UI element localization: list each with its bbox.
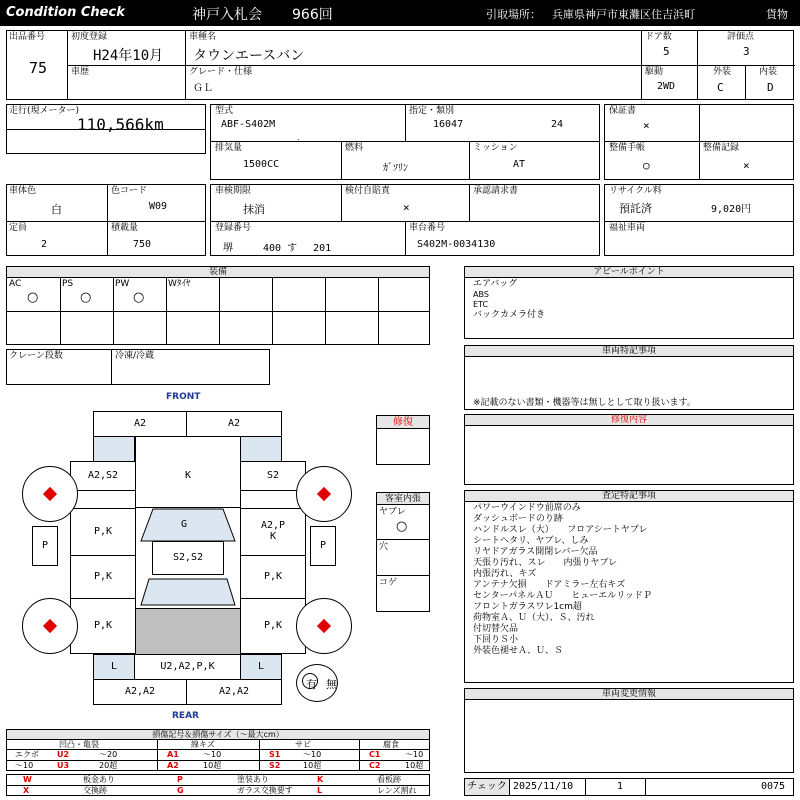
legend-cell: C1 (369, 750, 381, 759)
panel-hood: K (135, 436, 241, 508)
legend-cell: 〜10 (203, 750, 222, 759)
legend-group-scratch: 線キズ (191, 740, 215, 749)
equip-ac-mark: ○ (27, 290, 39, 305)
legend-keys (6, 774, 430, 796)
spare-tire-no: 無 (326, 678, 337, 691)
panel-front-fender-right: S2 (240, 461, 306, 491)
inspection-line: アンテナ欠損 ドアミラー左右キズ (473, 580, 626, 590)
cabin-burn-label: コゲ (379, 578, 398, 588)
special-note: ※記載のない書類・機器等は無しとして取り扱います。 (473, 398, 696, 408)
model-value: ABF-S402M (221, 119, 276, 130)
inspection-line: 内張汚れ、キズ (473, 569, 537, 579)
taillamp-right: L (240, 654, 282, 680)
repair-side-label: 修復 (376, 415, 430, 429)
vehicle-name: タウンエースバン (193, 48, 305, 64)
displacement-label: 排気量 (215, 143, 243, 153)
special-box (464, 356, 794, 410)
check-label: チェック (464, 778, 510, 796)
legend-cell: U3 (57, 761, 70, 770)
panel-quarter-left: P,K (70, 598, 136, 654)
panel-rear-bumper-right: A2,A2 (186, 679, 282, 705)
inspection-line: パワーウインドウ前席のみ (473, 503, 581, 513)
wheel-front-left (22, 466, 78, 522)
headlamp-left (93, 436, 135, 462)
inspection-line: 天張り汚れ、スレ 内張りヤブレ (473, 558, 618, 568)
pickup-location: 兵庫県神戸市東灘区住吉浜町 (552, 8, 695, 21)
header-bar (0, 0, 800, 26)
panel-roof-center: S2,S2 (152, 541, 224, 575)
legend-key: K (317, 775, 324, 784)
rear-label: REAR (172, 711, 199, 721)
check-date: 2025/11/10 (513, 781, 574, 792)
legend-group-rust: サビ (295, 740, 311, 749)
panel-front-bumper-left: A2 (93, 411, 187, 437)
registration-value: 堺 400 す 201 (223, 243, 332, 254)
mileage-value: 110,566km (77, 115, 164, 134)
auction-name: 神戸入札会 (192, 7, 262, 23)
legend-cell: 10超 (203, 761, 222, 770)
tax-value: × (403, 201, 410, 214)
capacity-value: 2 (41, 239, 48, 250)
inspection-line: 外装色褪せＡ、Ｕ、Ｓ (473, 646, 564, 656)
category-code: 16047 (433, 119, 464, 130)
equip-pw-label: PW (115, 279, 130, 289)
legend-cell: 〜10 (405, 750, 424, 759)
legend-title: 損傷記号＆損傷サイズ（〜最大cm） (6, 729, 430, 740)
legend-key: X (23, 786, 30, 795)
load-label: 積載量 (111, 223, 139, 233)
equip-ac-label: AC (9, 279, 22, 289)
maintenance-book-value: ○ (643, 159, 650, 172)
equip-ps-label: PS (62, 279, 74, 289)
legend-cell: A2 (167, 761, 179, 770)
interior-label: 内装 (759, 67, 778, 77)
inspection-line: リヤドアガラス開閉レバー欠品 (473, 547, 598, 557)
score-label: 評価点 (727, 32, 755, 42)
panel-front-door-left: P,K (70, 508, 136, 556)
cabin-tear-label: ヤブレ (379, 507, 406, 517)
panel-rear-door-right: P,K (240, 555, 306, 599)
change-box (464, 699, 794, 773)
claim-label: 承認請求書 (473, 186, 519, 196)
load-value: 750 (133, 239, 152, 250)
first-registration: H24年10月 (93, 48, 164, 64)
vehicle-category: 貨物 (766, 8, 788, 21)
appeal-line-4: バックカメラ付き (473, 310, 546, 320)
recycle-label: リサイクル料 (609, 186, 662, 196)
inspection-line: 付切替欠品 (473, 624, 519, 634)
score-value: 3 (743, 45, 750, 58)
legend-cell: C2 (369, 761, 381, 770)
tax-label: 検付自賠責 (345, 186, 391, 196)
legend-cell: 10超 (405, 761, 424, 770)
panel-front-door-right: A2,P K (240, 508, 306, 556)
taillamp-left: L (93, 654, 135, 680)
spare-tire-yes-ring (302, 673, 318, 689)
lot-number: 75 (29, 59, 48, 77)
pillar-left: P (32, 526, 58, 566)
grade-label: グレード・仕様 (189, 67, 253, 77)
inspection-lines (473, 503, 652, 657)
chassis-label: 車台番号 (409, 223, 446, 233)
appeal-header: アピールポイント (464, 266, 794, 278)
legend-cell: エクボ (15, 750, 39, 759)
first-registration-label: 初度登録 (71, 32, 108, 42)
legend-cell: S1 (269, 750, 281, 759)
panel-front-fender-left: A2,S2 (70, 461, 136, 491)
legend-key: W (23, 775, 32, 784)
legend-key: 交換跡 (83, 786, 107, 795)
panel-quarter-right: P,K (240, 598, 306, 654)
displacement-value: 1500CC (243, 159, 280, 170)
panel-front-bumper-right: A2 (186, 411, 282, 437)
drive-label: 駆動 (645, 67, 664, 77)
check-code: 0075 (761, 781, 786, 792)
legend-key: G (177, 786, 184, 795)
body-color-value: 白 (51, 203, 62, 216)
inspection-line: 下回りＳ小 (473, 635, 519, 645)
crane-box (6, 349, 270, 385)
repair-header: 修復内容 (464, 414, 794, 426)
repair-box (464, 425, 794, 485)
capacity-label: 定員 (9, 223, 28, 233)
maintenance-record-label: 整備記録 (703, 143, 740, 153)
crane-label: クレーン段数 (9, 351, 63, 361)
legend-cell: U2 (57, 750, 70, 759)
warranty-label: 保証書 (609, 106, 637, 116)
legend-cell: S2 (269, 761, 281, 770)
legend-key: 看板跡 (377, 775, 401, 784)
equipment-grid (6, 277, 430, 345)
cabin-box (376, 492, 430, 612)
equip-wtire-label: Wﾀｲﾔ (168, 279, 191, 289)
exterior-grade: C (717, 81, 724, 94)
category-label: 指定・類別 (409, 106, 455, 116)
fuel-value: ｶﾞｿﾘﾝ (383, 163, 408, 174)
special-header: 車両特記事項 (464, 345, 794, 357)
legend-group-dent: 凹凸・亀裂 (59, 740, 99, 749)
panel-rear-bumper-left: A2,A2 (93, 679, 187, 705)
category-sub: 24 (551, 119, 564, 130)
legend-box (6, 729, 430, 771)
inspection-line: 荷物室Ａ、Ｕ（大）、Ｓ、汚れ (473, 613, 595, 623)
legend-key: ガラス交換要す (237, 786, 293, 795)
doors-label: ドア数 (645, 32, 672, 42)
inspection-line: ダッシュボードのり跡 (473, 514, 563, 524)
drive-value: 2WD (657, 81, 676, 92)
tick-mark: . (297, 133, 300, 142)
inspection-header: 査定特記事項 (464, 490, 794, 502)
inspection-expiry-value: 抹消 (243, 203, 265, 216)
legend-cell: 20超 (99, 761, 118, 770)
doors-value: 5 (663, 45, 670, 58)
footer-bar (464, 778, 794, 796)
headlamp-right (240, 436, 282, 462)
grade-value: ＧＬ (193, 83, 213, 94)
panel-rear-door-left: P,K (70, 555, 136, 599)
rear-window-shape (135, 577, 241, 607)
brand-label: Condition Check (6, 5, 125, 20)
front-label: FRONT (166, 392, 201, 402)
chassis-value: S402M-0034130 (417, 239, 496, 250)
registration-label: 登録番号 (215, 223, 252, 233)
wheel-front-right (296, 466, 352, 522)
model-box (210, 104, 600, 180)
welfare-label: 福祉車両 (609, 223, 646, 233)
history-label: 車歴 (71, 67, 90, 77)
mission-value: AT (513, 159, 526, 170)
inspection-expiry-label: 車検期限 (215, 186, 252, 196)
repair-side-box (376, 415, 430, 465)
color-code-label: 色コード (111, 186, 148, 196)
legend-cell: A1 (167, 750, 179, 759)
lot-number-label: 出品番号 (9, 32, 46, 42)
top-section (6, 30, 794, 100)
inspection-line: シートヘタリ、ヤブレ、しみ (473, 536, 589, 546)
legend-cell: 10超 (303, 761, 322, 770)
equip-ps-mark: ○ (80, 290, 92, 305)
wheel-rear-right (296, 598, 352, 654)
body-color-label: 車体色 (9, 186, 37, 196)
pickup-label: 引取場所： (486, 8, 541, 21)
vehicle-name-label: 車種名 (189, 32, 217, 42)
legend-cell: 〜20 (99, 750, 118, 759)
exterior-label: 外装 (713, 67, 732, 77)
freezer-label: 冷凍/冷蔵 (115, 351, 155, 361)
inspection-line: センターパネルＡＵ ヒューエルリッドＰ (473, 591, 652, 601)
pillar-right: P (310, 526, 336, 566)
appeal-line-1: エアバッグ (473, 279, 518, 289)
model-label: 型式 (215, 106, 234, 116)
color-box (6, 184, 206, 256)
registration-box (210, 184, 600, 256)
legend-key: 板金あり (83, 775, 115, 784)
equipment-header: 装備 (6, 266, 430, 278)
cabin-header: 客室内張 (376, 492, 430, 505)
fuel-label: 燃料 (345, 143, 364, 153)
recycle-fee: 9,020円 (711, 204, 752, 215)
cabin-tear-mark: ○ (396, 519, 408, 534)
inspection-box (464, 501, 794, 683)
inspection-line: フロントガラスワレ1cm超 (473, 602, 582, 612)
legend-group-corrosion: 腐食 (383, 740, 399, 749)
recycle-status: 預託済 (619, 202, 652, 215)
wheel-rear-left (22, 598, 78, 654)
panel-windshield: G (181, 519, 188, 530)
appeal-line-2: ABS (473, 290, 489, 299)
maintenance-book-label: 整備手帳 (609, 143, 646, 153)
check-count: 1 (617, 781, 624, 792)
cargo-area (135, 608, 241, 655)
spare-tire-yes: 有 (306, 678, 317, 691)
inspection-line: ハンドルスレ（大） フロアシートヤブレ (473, 525, 648, 535)
mission-label: ミッション (473, 143, 518, 153)
mileage-box (6, 104, 206, 154)
interior-grade: D (767, 81, 774, 94)
appeal-box (464, 277, 794, 339)
auction-number: 966回 (292, 7, 333, 23)
panel-back-door: U2,A2,P,K (134, 654, 241, 680)
maintenance-record-value: × (743, 159, 750, 172)
change-header: 車両変更情報 (464, 688, 794, 700)
mileage-label: 走行(現メーター) (9, 106, 80, 116)
legend-key: P (177, 775, 183, 784)
equip-pw-mark: ○ (133, 290, 145, 305)
warranty-box (604, 104, 794, 180)
recycle-box (604, 184, 794, 256)
color-code-value: W09 (149, 201, 168, 212)
legend-cell: 〜10 (15, 761, 34, 770)
cabin-hole-label: 穴 (379, 542, 389, 552)
legend-cell: 〜10 (303, 750, 322, 759)
legend-key: 塗装あり (237, 775, 269, 784)
warranty-value: × (643, 119, 650, 132)
appeal-line-3: ETC (473, 300, 489, 309)
legend-key: L (317, 786, 323, 795)
legend-key: レンズ割れ (377, 786, 417, 795)
